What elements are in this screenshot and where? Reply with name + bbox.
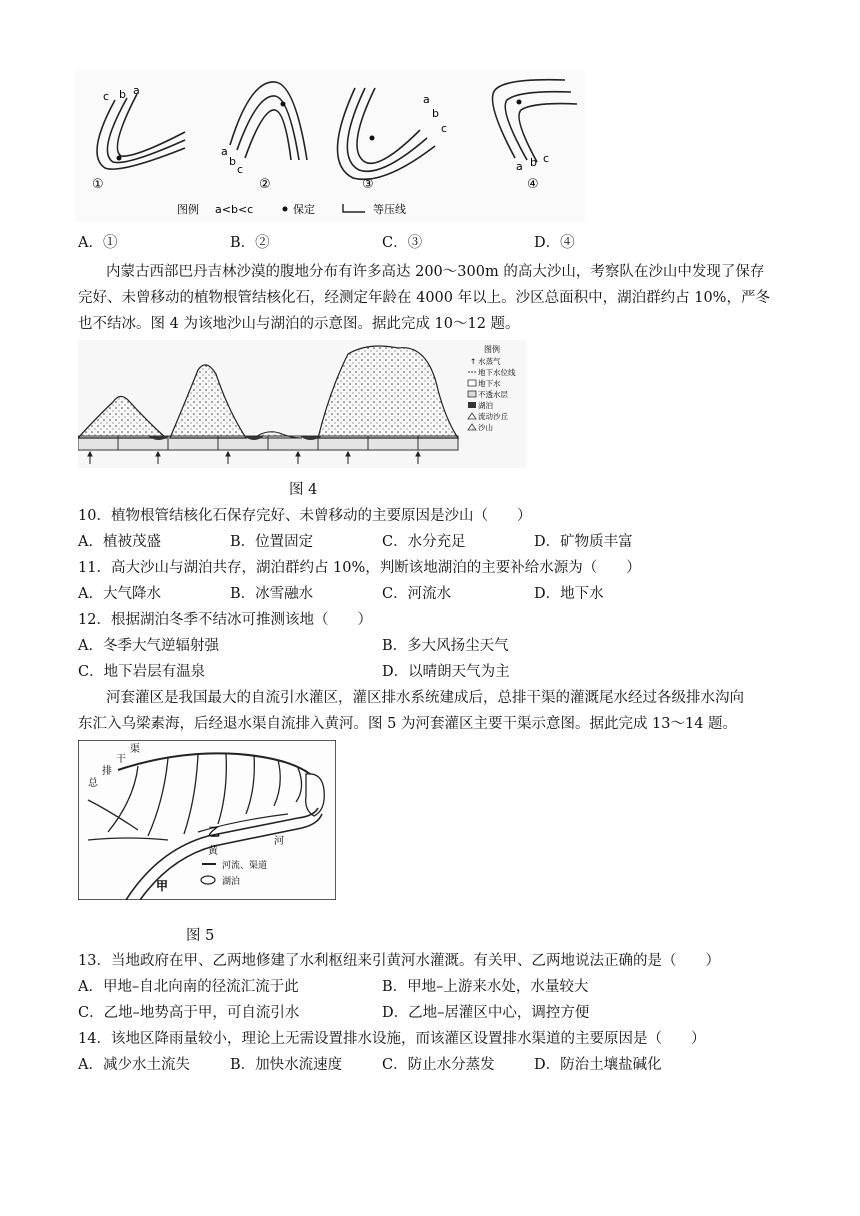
q14-option-d[interactable]: D．防治土壤盐碱化 [534, 1057, 662, 1073]
q10-option-b[interactable]: B．位置固定 [230, 534, 314, 550]
panel-3-number: ③ [362, 177, 374, 192]
svg-text:↑: ↑ [470, 357, 477, 366]
q14-option-b[interactable]: B．加快水流速度 [230, 1057, 343, 1073]
q12-option-a[interactable]: A．冬季大气逆辐射强 [78, 638, 219, 654]
q12-option-c[interactable]: C．地下岩层有温泉 [78, 664, 206, 680]
label-qu: 渠 [130, 744, 140, 755]
panel-1-label-b: b [119, 88, 126, 101]
q13-option-d[interactable]: D．乙地–居灌区中心，调控方便 [382, 1005, 590, 1021]
svg-text:水蒸气: 水蒸气 [478, 357, 501, 366]
panel-3-label-a: a [423, 93, 430, 106]
figure-5-irrigation-map [78, 740, 336, 900]
q9-option-d[interactable]: D．④ [534, 235, 575, 251]
q12-option-b[interactable]: B．多大风扬尘天气 [382, 638, 509, 654]
q11-option-a[interactable]: A．大气降水 [78, 586, 161, 602]
q11-option-c[interactable]: C．河流水 [382, 586, 452, 602]
figure-4-caption: 图 4 [289, 482, 318, 498]
passage1-line1: 内蒙古西部巴丹吉林沙漠的腹地分布有许多高达 200〜300m 的高大沙山，考察队在沙山中发现了保存 [106, 264, 765, 280]
panel-1-number: ① [92, 177, 104, 192]
panel-3-label-b: b [432, 107, 439, 120]
q11-option-d[interactable]: D．地下水 [534, 586, 604, 602]
panel-2-label-b: b [229, 155, 236, 168]
label-jia: 甲 [156, 879, 169, 893]
panel-2-number: ② [259, 177, 271, 192]
svg-text:沙山: 沙山 [478, 423, 493, 432]
svg-text:不透水层: 不透水层 [478, 390, 508, 399]
passage2-line1: 河套灌区是我国最大的自流引水灌区，灌区排水系统建成后，总排干渠的灌溉尾水经过各级排水沟向 [106, 690, 744, 706]
save-point-2 [281, 102, 286, 107]
q9-option-c[interactable]: C．③ [382, 235, 423, 251]
passage1-line2: 完好、未曾移动的植物根管结核化石，经测定年龄在 4000 年以上。沙区总面积中，湖泊群约占 10%，严冬 [78, 290, 770, 306]
label-pai: 排 [102, 766, 112, 777]
panel-4-number: ④ [527, 177, 539, 192]
figure-5-caption: 图 5 [186, 928, 215, 944]
label-huang: 黄 [208, 846, 218, 857]
panel-2-label-c: c [237, 163, 244, 176]
isobar-legend-line-label: 等压线 [373, 203, 406, 216]
panel-1-label-a: a [133, 84, 140, 97]
q10-stem: 10．植物根管结核化石保存完好、未曾移动的主要原因是沙山（ ） [78, 508, 532, 524]
panel-4-label-c: c [543, 152, 550, 165]
figure-4-sand-lake [78, 340, 526, 468]
save-point-3 [370, 136, 375, 141]
svg-text:流动沙丘: 流动沙丘 [478, 412, 508, 421]
svg-text:地下水位线: 地下水位线 [478, 368, 516, 377]
q10-option-c[interactable]: C．水分充足 [382, 534, 466, 550]
isobar-legend-dot-icon [283, 207, 288, 212]
q14-option-a[interactable]: A．减少水土流失 [78, 1057, 190, 1073]
panel-4-label-b: b [530, 156, 537, 169]
save-point-4 [517, 100, 522, 105]
isobar-legend-title: 图例 [177, 203, 199, 216]
q10-option-a[interactable]: A．植被茂盛 [78, 534, 161, 550]
svg-text:图例: 图例 [484, 345, 500, 354]
q13-option-b[interactable]: B．甲地–上游来水处，水量较大 [382, 979, 589, 995]
label-he: 河 [274, 836, 284, 847]
isobar-legend-dot-label: 保定 [293, 203, 315, 216]
q11-option-b[interactable]: B．冰雪融水 [230, 586, 314, 602]
legend-lake-label: 湖泊 [222, 877, 241, 887]
panel-2-label-a: a [221, 145, 228, 158]
panel-3-label-c: c [441, 122, 448, 135]
q13-stem: 13．当地政府在甲、乙两地修建了水利枢纽来引黄河水灌溉。有关甲、乙两地说法正确的是（ ） [78, 953, 720, 969]
svg-text:湖泊: 湖泊 [478, 401, 493, 410]
q12-stem: 12．根据湖泊冬季不结冰可推测该地（ ） [78, 612, 372, 628]
q11-stem: 11．高大沙山与湖泊共存，湖泊群约占 10%，判断该地湖泊的主要补给水源为（ ） [78, 560, 641, 576]
passage1-line3: 也不结冰。图 4 为该地沙山与湖泊的示意图。据此完成 10〜12 题。 [78, 316, 520, 332]
isobar-legend-order: a<b<c [215, 203, 254, 216]
svg-text:地下水: 地下水 [478, 379, 501, 388]
save-point-1 [117, 156, 122, 161]
label-zong: 总 [88, 778, 98, 789]
panel-1-label-c: c [103, 90, 110, 103]
q13-option-a[interactable]: A．甲地–自北向南的径流汇流于此 [78, 979, 299, 995]
q14-stem: 14．该地区降雨量较小，理论上无需设置排水设施，而该灌区设置排水渠道的主要原因是（ ） [78, 1031, 706, 1047]
panel-4-label-a: a [516, 160, 523, 173]
q12-option-d[interactable]: D．以晴朗天气为主 [382, 664, 510, 680]
label-gan: 干 [116, 754, 126, 765]
q9-option-a[interactable]: A．① [78, 235, 118, 251]
q9-option-b[interactable]: B．② [230, 235, 270, 251]
isobar-figure [75, 70, 585, 222]
passage2-line2: 东汇入乌梁素海，后经退水渠自流排入黄河。图 5 为河套灌区主要干渠示意图。据此完成 13〜14 题。 [78, 716, 738, 732]
q14-option-c[interactable]: C．防止水分蒸发 [382, 1057, 495, 1073]
legend-river-label: 河流、渠道 [222, 861, 268, 871]
q13-option-c[interactable]: C．乙地–地势高于甲，可自流引水 [78, 1005, 300, 1021]
label-yi: 乙 [208, 825, 221, 839]
q10-option-d[interactable]: D．矿物质丰富 [534, 534, 633, 550]
